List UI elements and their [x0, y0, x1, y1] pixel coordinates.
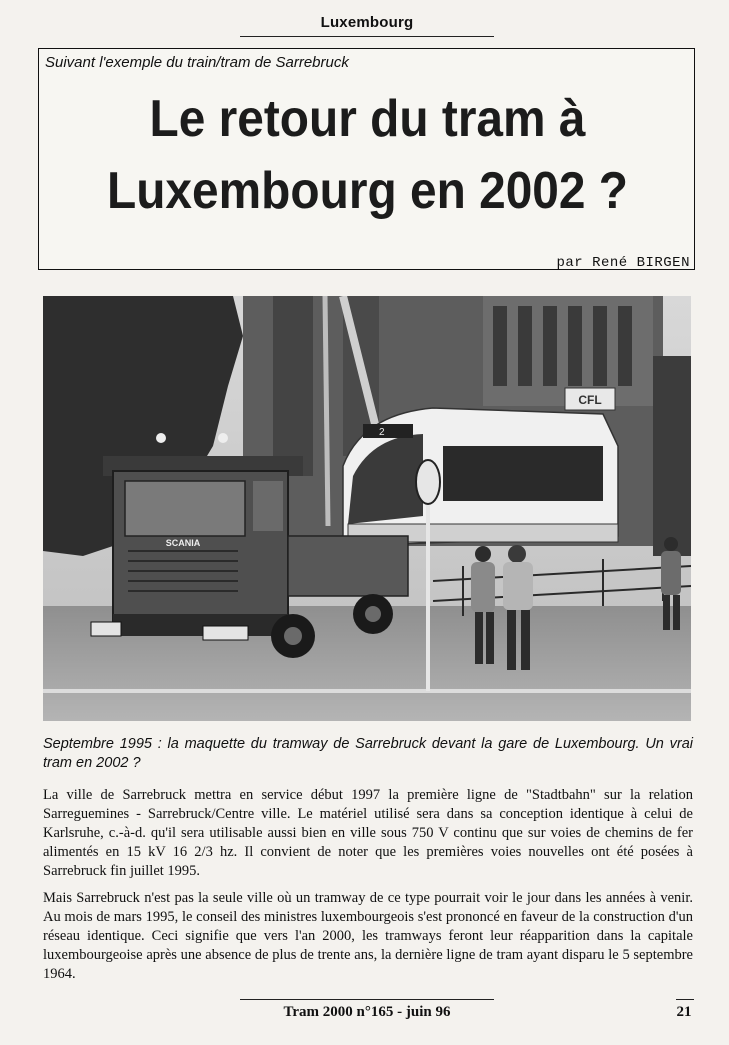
headline-line-2: Luxembourg en 2002 ? — [106, 162, 629, 220]
article-kicker: Suivant l'exemple du train/tram de Sarrebruck — [45, 54, 349, 71]
page-number: 21 — [676, 1004, 692, 1020]
cfl-sign-text: CFL — [578, 393, 602, 407]
tram-route-number: 2 — [379, 427, 385, 438]
footer-publication: Tram 2000 n°165 - juin 96 — [283, 1004, 451, 1020]
road-sign — [416, 460, 440, 504]
body-paragraph-2: Mais Sarrebruck n'est pas la seule ville où un tramway de ce type pourrait voir le jour dans les années à venir. Au mois de mars 1995, le conseil des ministres luxembourgeois s'est prononcé en faveur de la construction d'un réseau identique. Ceci signifie que vers l'an 2000, les tramways feront leur réapparition dans la capitale luxembourgeoise après une absence de plus de trente ans, la dernière ligne de tram ayant disparu le 5 septembre 1964. — [43, 890, 693, 982]
headline-line-1: Le retour du tram à — [149, 90, 586, 148]
section-title: Luxembourg — [320, 14, 414, 31]
section-rule — [240, 36, 494, 37]
photo-illustration — [43, 296, 691, 721]
footer-rule — [240, 999, 494, 1000]
truck-brand: SCANIA — [165, 538, 201, 548]
title-box — [38, 48, 695, 270]
article-photo — [43, 296, 691, 721]
body-paragraph-1: La ville de Sarrebruck mettra en service début 1997 la première ligne de "Stadtbahn" sur la relation Sarreguemines - Sarrebruck/Centre ville. Le matériel utilisé sera dans sa conception identique à celui de Karlsruhe, c.-à-d. qu'il sera utilisable aussi bien en ville sous 750 V continu que sur voies de chemins de fer alimentés en 15 kV 16 2/3 hz. Il convient de noter que les premières voies nouvelles ont été posées à Sarrebruck fin juillet 1995. — [43, 787, 693, 879]
photo-caption: Septembre 1995 : la maquette du tramway de Sarrebruck devant la gare de Luxembourg. Un vrai tram en 2002 ? — [43, 736, 693, 771]
page-number-rule — [676, 999, 694, 1000]
article-headline — [65, 83, 669, 227]
article-author: par René BIRGEN — [556, 255, 690, 271]
